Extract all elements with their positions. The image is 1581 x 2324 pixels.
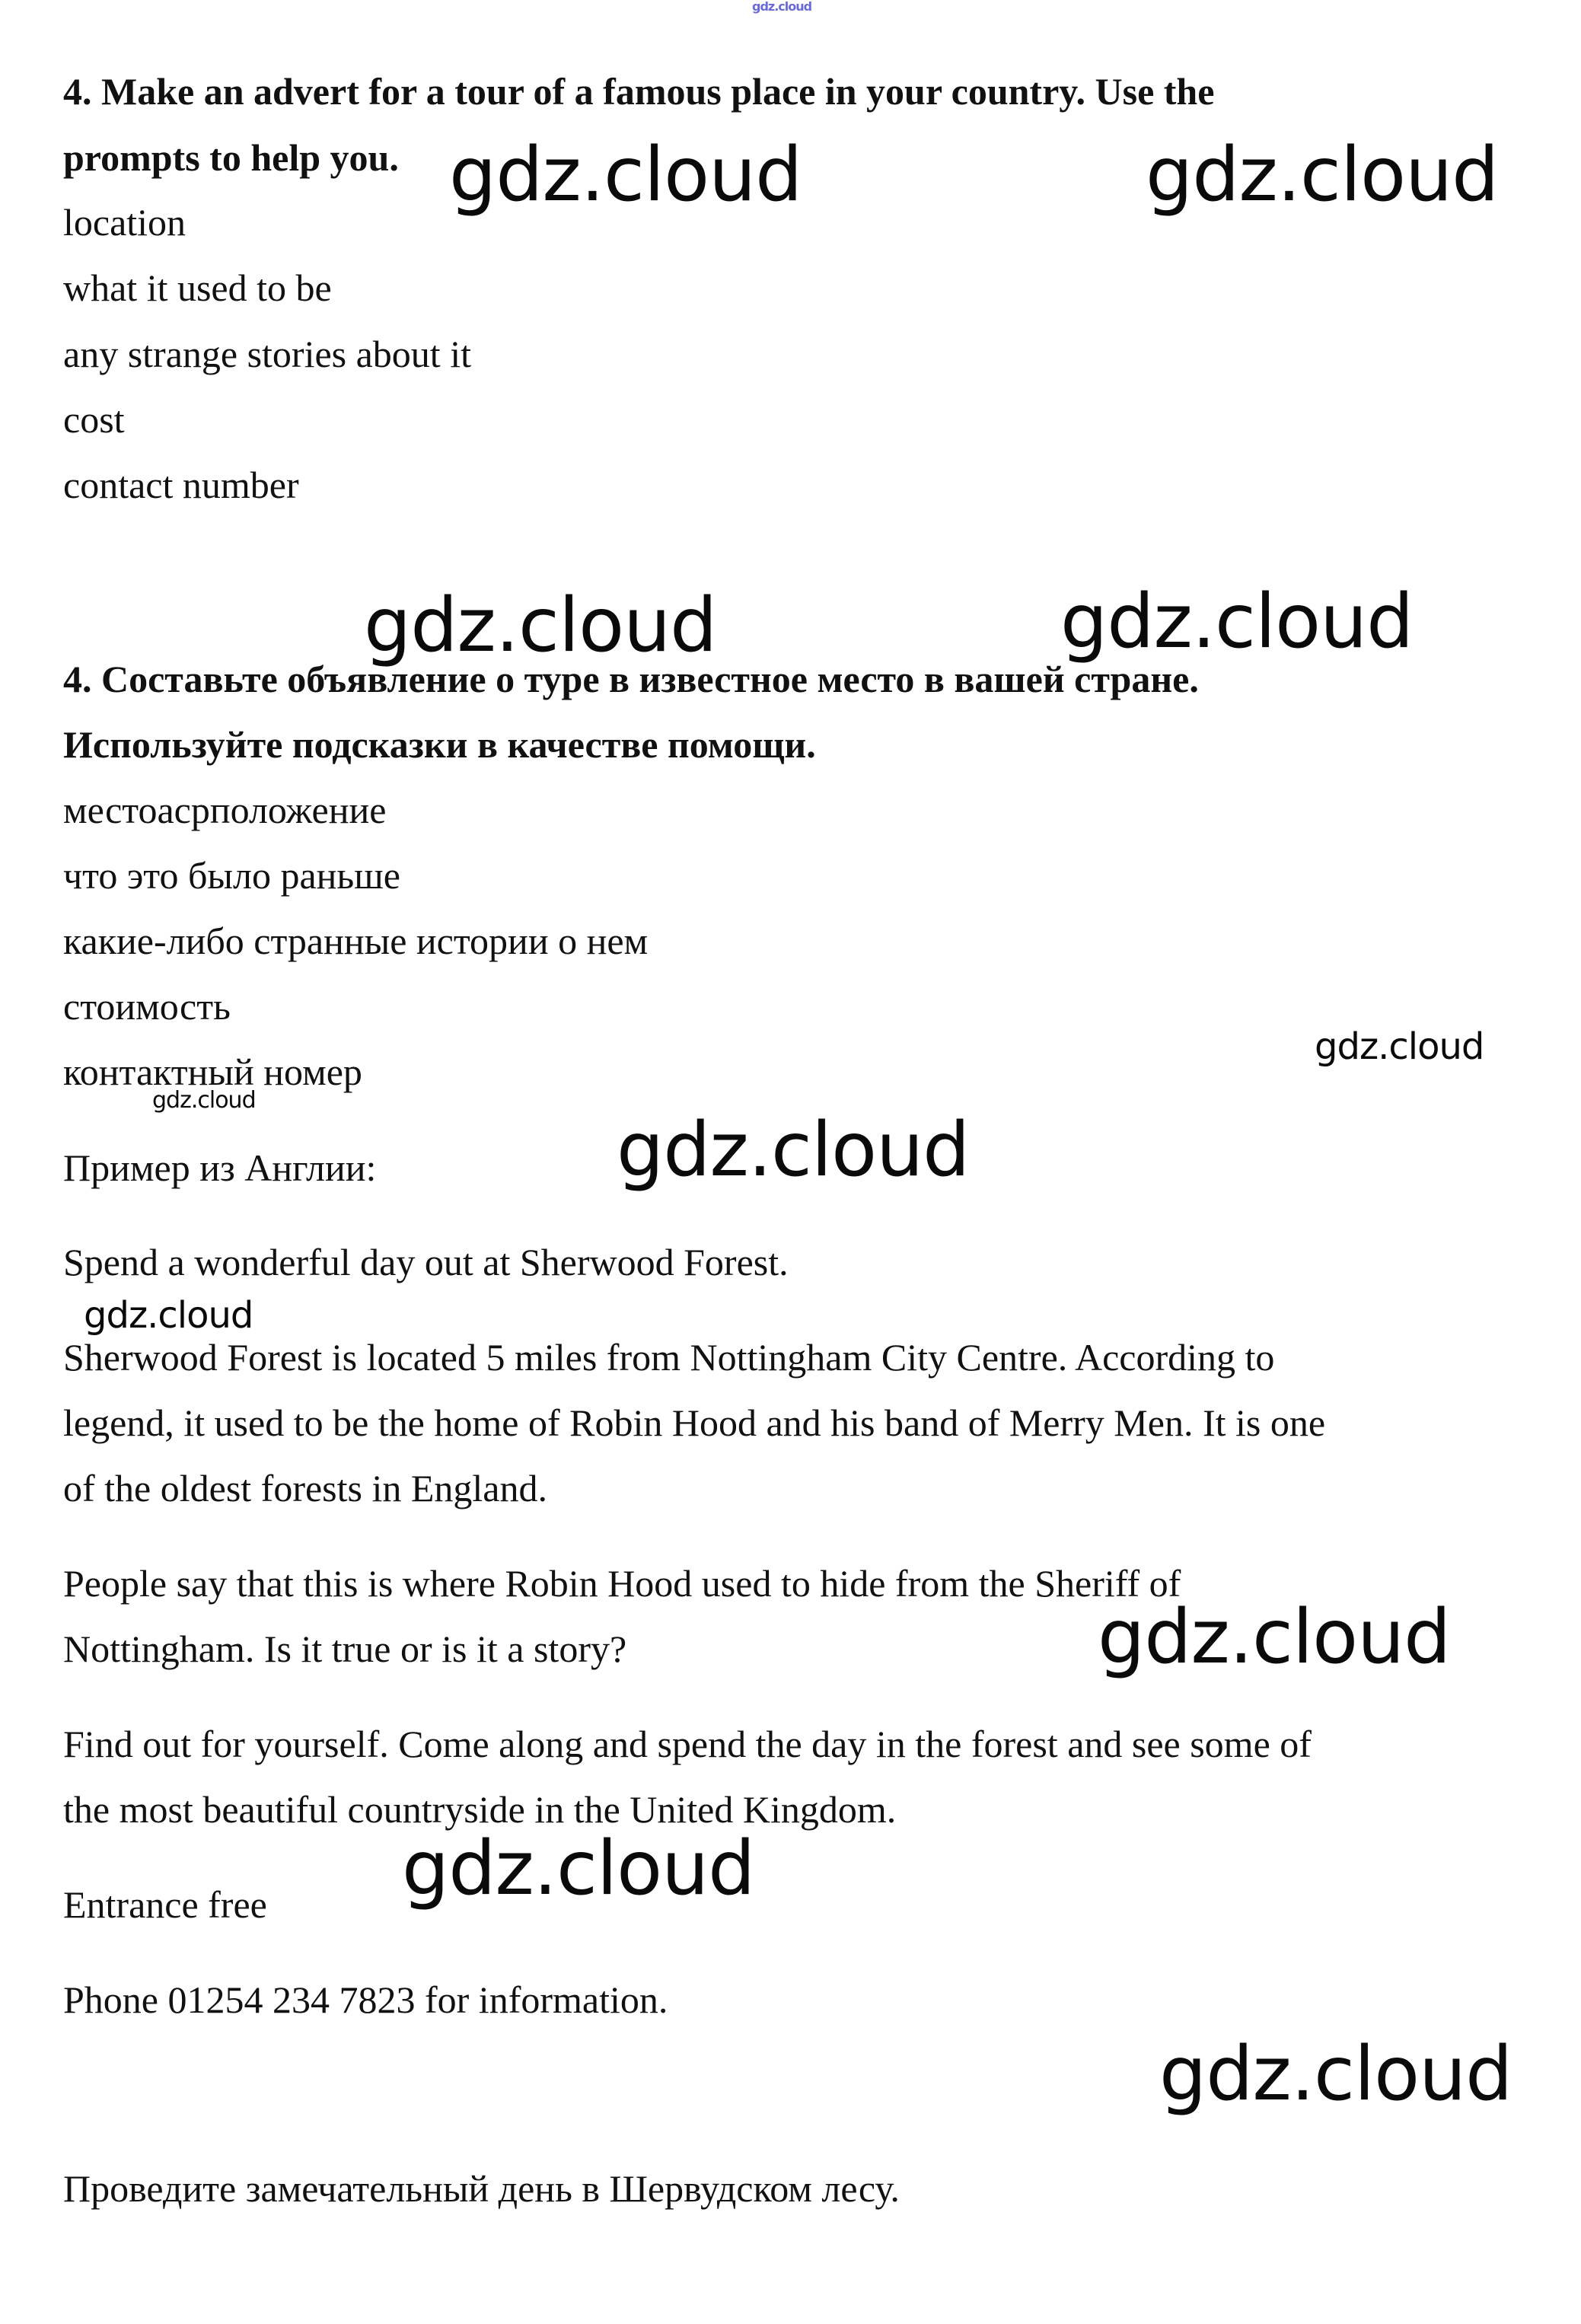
advert-headline: Spend a wonderful day out at Sherwood Forest.	[63, 1241, 789, 1283]
watermark: gdz.cloud	[1098, 1594, 1451, 1681]
prompt-ru: что это было раньше	[63, 854, 400, 897]
prompt-en: what it used to be	[63, 266, 332, 309]
watermark-top: gdz.cloud	[752, 0, 812, 14]
advert-paragraph-line: Find out for yourself. Come along and spend the day in the forest and see some of	[63, 1723, 1312, 1765]
watermark: gdz.cloud	[1315, 1025, 1484, 1068]
watermark: gdz.cloud	[1159, 2031, 1512, 2118]
prompt-en: any strange stories about it	[63, 333, 471, 375]
task-title-en-line1: 4. Make an advert for a tour of a famous place in your country. Use the	[63, 70, 1215, 113]
advert-phone: Phone 01254 234 7823 for information.	[63, 1978, 668, 2021]
task-title-en-line2: prompts to help you.	[63, 136, 399, 179]
advert-paragraph-line: the most beautiful countryside in the United Kingdom.	[63, 1788, 897, 1831]
advert-paragraph-line: Nottingham. Is it true or is it a story?	[63, 1627, 627, 1670]
prompt-en: contact number	[63, 464, 299, 506]
prompt-en: location	[63, 201, 186, 244]
advert-paragraph-line: of the oldest forests in England.	[63, 1467, 547, 1509]
advert-paragraph-line: People say that this is where Robin Hood used to hide from the Sheriff of	[63, 1562, 1181, 1605]
task-title-ru-line2: Используйте подсказки в качестве помощи.	[63, 723, 816, 766]
watermark: gdz.cloud	[617, 1107, 970, 1194]
prompt-ru: местоасрположение	[63, 789, 387, 831]
prompt-en: cost	[63, 398, 125, 441]
watermark: gdz.cloud	[1060, 579, 1414, 665]
prompt-ru: контактный номер	[63, 1050, 362, 1093]
advert-paragraph-line: legend, it used to be the home of Robin Hood and his band of Merry Men. It is one	[63, 1401, 1326, 1444]
watermark: gdz.cloud	[1146, 132, 1499, 218]
translation-headline: Проведите замечательный день в Шервудском лесу.	[63, 2167, 900, 2210]
prompt-ru: стоимость	[63, 985, 231, 1028]
advert-paragraph-line: Sherwood Forest is located 5 miles from Nottingham City Centre. According to	[63, 1336, 1275, 1379]
advert-entrance: Entrance free	[63, 1883, 267, 1926]
watermark: gdz.cloud	[449, 132, 802, 218]
watermark: gdz.cloud	[402, 1825, 755, 1912]
watermark: gdz.cloud	[364, 582, 717, 669]
task-title-ru-line1: 4. Составьте объявление о туре в известное место в вашей стране.	[63, 658, 1199, 700]
prompt-ru: какие-либо странные истории о нем	[63, 920, 649, 962]
watermark: gdz.cloud	[152, 1087, 256, 1114]
watermark: gdz.cloud	[84, 1294, 253, 1337]
example-label: Пример из Англии:	[63, 1146, 377, 1189]
